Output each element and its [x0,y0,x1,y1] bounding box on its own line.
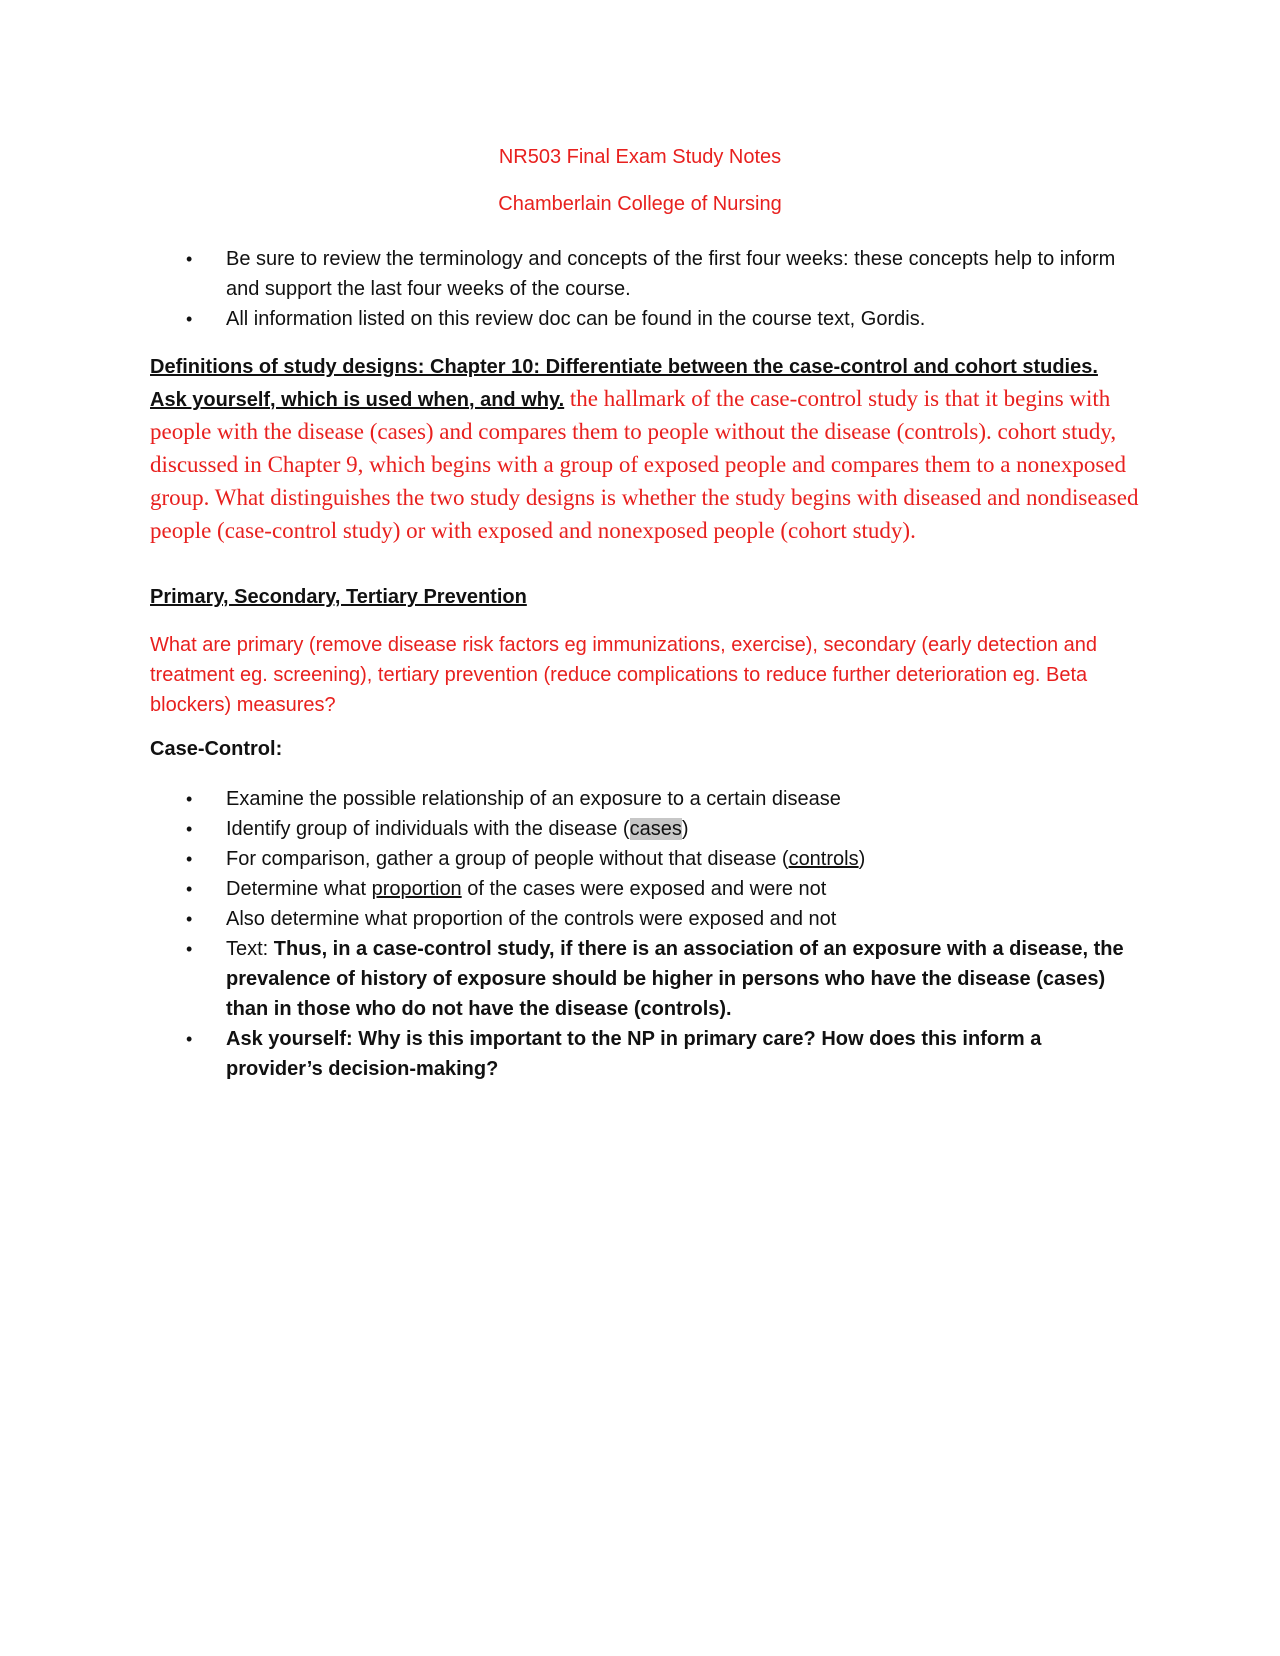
bullet-text: of the cases were exposed and were not [461,878,827,900]
institution-name: Chamberlain College of Nursing [498,193,782,215]
bullet-text: Examine the possible relationship of an exposure to a certain disease [226,788,841,810]
bullet-bold-text: Thus, in a case-control study, if there is an association of an exposure with a disease, the prevalence of history of exposure should be higher in persons who have the disease (cases) than in those who do not have the disease (controls). [226,938,1124,1020]
study-designs-question: Ask yourself, which is used when, and why. [150,389,565,411]
document-title: NR503 Final Exam Study Notes [498,146,782,168]
study-designs-answer-part2: , which begins with a group of exposed people and compares them to a nonexposed group. What distinguishes the two study designs is whether the study begins with diseased and nondiseased people (case-control study) or with exposed and nonexposed people (cohort study). [150,452,1139,543]
study-designs-answer-part1: the hallmark of the case-control study is that it begins with people with the disease (cases) and compares them to people without the disease (controls). cohort study, discussed in [150,386,1117,477]
prevention-heading: Primary, Secondary, Tertiary Prevention [150,586,527,608]
study-designs-section [150,352,1140,548]
highlighted-term: cases [629,818,682,840]
list-item [150,784,1130,814]
bullet-text: ) [681,818,689,840]
bullet-text: Also determine what proportion of the controls were exposed and not [226,908,837,930]
list-item: • All information listed on this review doc can be found in the course text, Gordis. [150,304,1130,334]
list-item [150,934,1130,1024]
list-item [150,814,1130,844]
case-control-bullet-list [150,784,1130,1084]
list-item [150,844,1130,874]
underlined-term: proportion [371,878,462,900]
chapter-9-link[interactable]: Chapter 9 [267,452,358,477]
bullet-text: Determine what [226,878,372,900]
case-control-heading: Case-Control: [150,738,283,760]
intro-bullet-list [150,244,1130,334]
study-designs-heading: Definitions of study designs: Chapter 10: Differentiate between the case-control and cohort studies. [150,356,1098,378]
bullet-text: Identify group of individuals with the disease ( [226,818,630,840]
underlined-term: controls [788,848,859,870]
prevention-text: What are primary (remove disease risk factors eg immunizations, exercise), secondary (early detection and treatment eg. screening), tertiary prevention (reduce complications to reduce further deterioration eg. Beta blockers) measures? [150,634,1098,716]
list-item [150,1024,1130,1084]
list-item: • Be sure to review the terminology and concepts of the first four weeks: these concepts help to inform and support the last four weeks of the course. [150,244,1130,304]
bullet-label: Text: [226,938,274,960]
bullet-text: ) [858,848,866,870]
list-item [150,904,1130,934]
bullet-bold-text: Ask yourself: Why is this important to the NP in primary care? How does this inform a provider’s decision-making? [226,1028,1042,1080]
list-item [150,874,1130,904]
bullet-text: For comparison, gather a group of people without that disease ( [226,848,789,870]
